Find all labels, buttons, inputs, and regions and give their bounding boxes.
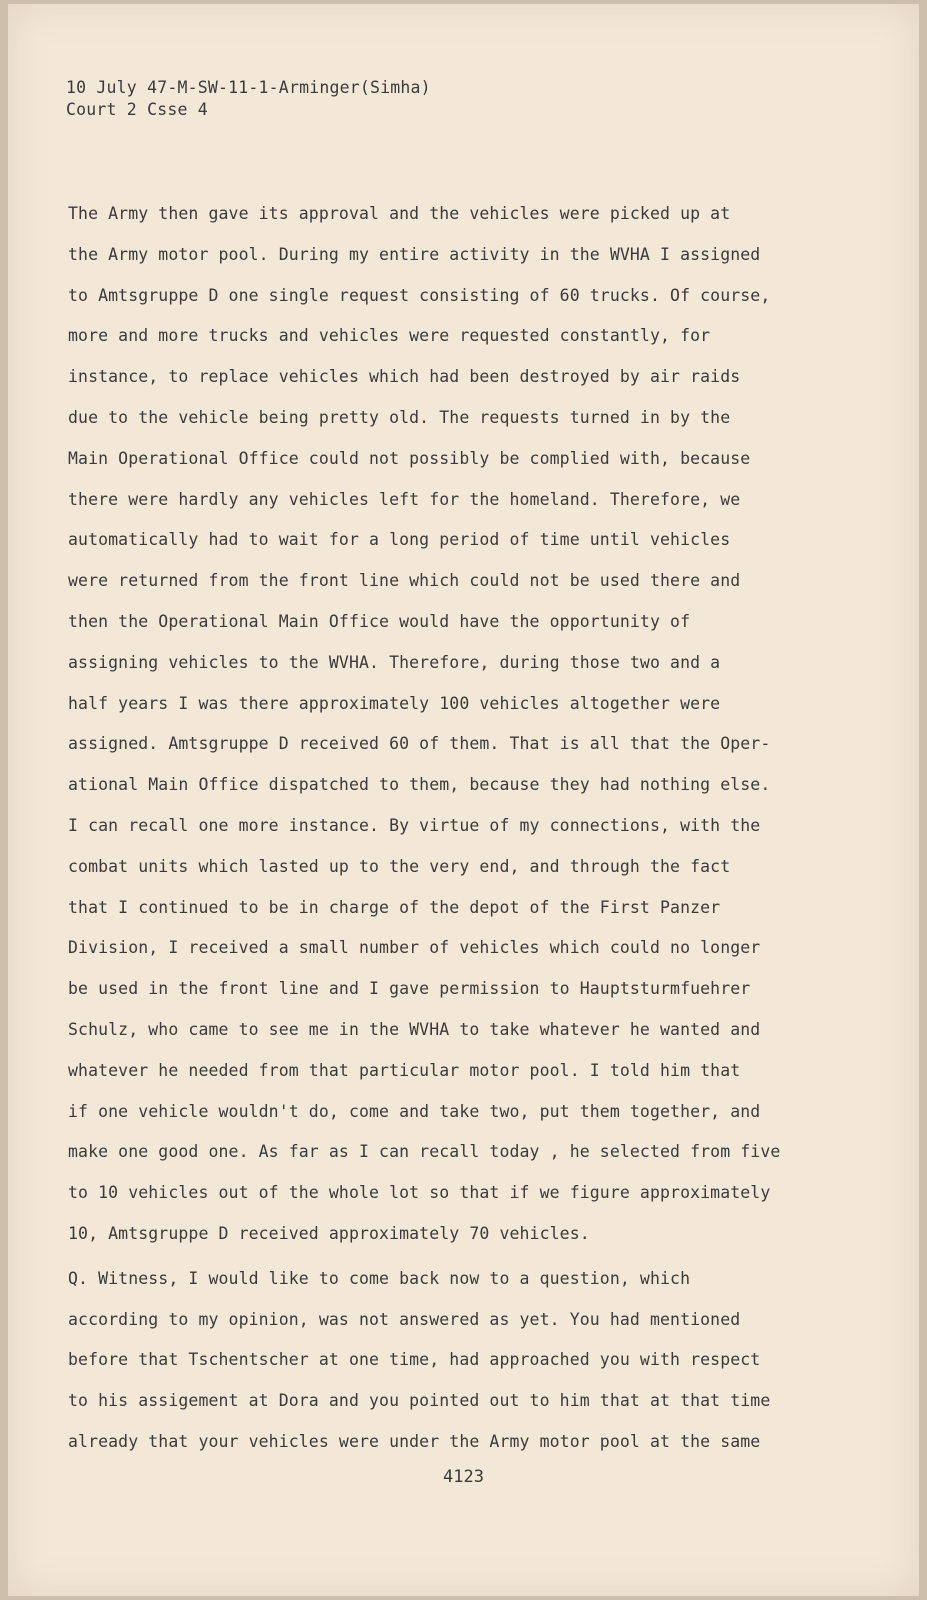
- header-reference-line: 10 July 47-M-SW-11-1-Arminger(Simha): [66, 78, 431, 97]
- text-line: if one vehicle wouldn't do, come and take two, put them together, and: [68, 1101, 761, 1121]
- text-line: instance, to replace vehicles which had been destroyed by air raids: [68, 367, 741, 387]
- text-line: were returned from the front line which could not be used there and: [68, 571, 741, 591]
- text-line: make one good one. As far as I can recall today , he selected from five: [68, 1142, 781, 1162]
- document-header: [66, 77, 431, 121]
- text-line: more and more trucks and vehicles were requested constantly, for: [68, 326, 711, 346]
- text-line: to 10 vehicles out of the whole lot so that if we figure approximately: [68, 1183, 771, 1203]
- text-line: automatically had to wait for a long period of time until vehicles: [68, 530, 731, 550]
- text-line: be used in the front line and I gave permission to Hauptsturmfuehrer: [68, 979, 751, 999]
- text-line: Main Operational Office could not possibly be complied with, because: [68, 448, 751, 468]
- text-line: that I continued to be in charge of the depot of the First Panzer: [68, 897, 721, 917]
- text-line: to Amtsgruppe D one single request consisting of 60 trucks. Of course,: [68, 285, 771, 305]
- paragraph-testimony: [68, 194, 828, 1255]
- paragraph-question: [68, 1259, 828, 1463]
- text-line: ational Main Office dispatched to them, because they had nothing else.: [68, 775, 771, 795]
- document-page: [8, 4, 919, 1596]
- text-line: already that your vehicles were under the Army motor pool at the same: [68, 1431, 761, 1451]
- page-number: 4123: [443, 1467, 484, 1487]
- text-line: assigned. Amtsgruppe D received 60 of them. That is all that the Oper-: [68, 734, 771, 754]
- text-line: before that Tschentscher at one time, had approached you with respect: [68, 1350, 761, 1370]
- text-line: The Army then gave its approval and the vehicles were picked up at: [68, 204, 731, 223]
- transcript-body: [68, 194, 828, 1463]
- header-court-case-line: Court 2 Csse 4: [66, 100, 208, 119]
- text-line: assigning vehicles to the WVHA. Therefore, during those two and a: [68, 652, 721, 672]
- text-line: Q. Witness, I would like to come back now to a question, which: [68, 1268, 691, 1288]
- text-line: then the Operational Main Office would have the opportunity of: [68, 611, 691, 631]
- text-line: half years I was there approximately 100 vehicles altogether were: [68, 693, 721, 713]
- text-line: there were hardly any vehicles left for the homeland. Therefore, we: [68, 489, 741, 509]
- text-line: Schulz, who came to see me in the WVHA to take whatever he wanted and: [68, 1019, 761, 1039]
- text-line: to his assigement at Dora and you pointed out to him that at that time: [68, 1391, 771, 1411]
- text-line: combat units which lasted up to the very end, and through the fact: [68, 856, 731, 876]
- text-line: I can recall one more instance. By virtue of my connections, with the: [68, 815, 761, 835]
- text-line: due to the vehicle being pretty old. The requests turned in by the: [68, 407, 731, 427]
- text-line: the Army motor pool. During my entire activity in the WVHA I assigned: [68, 244, 761, 264]
- text-line: 10, Amtsgruppe D received approximately 70 vehicles.: [68, 1223, 590, 1243]
- text-line: whatever he needed from that particular motor pool. I told him that: [68, 1060, 741, 1080]
- text-line: according to my opinion, was not answered as yet. You had mentioned: [68, 1309, 741, 1329]
- text-line: Division, I received a small number of vehicles which could no longer: [68, 938, 761, 958]
